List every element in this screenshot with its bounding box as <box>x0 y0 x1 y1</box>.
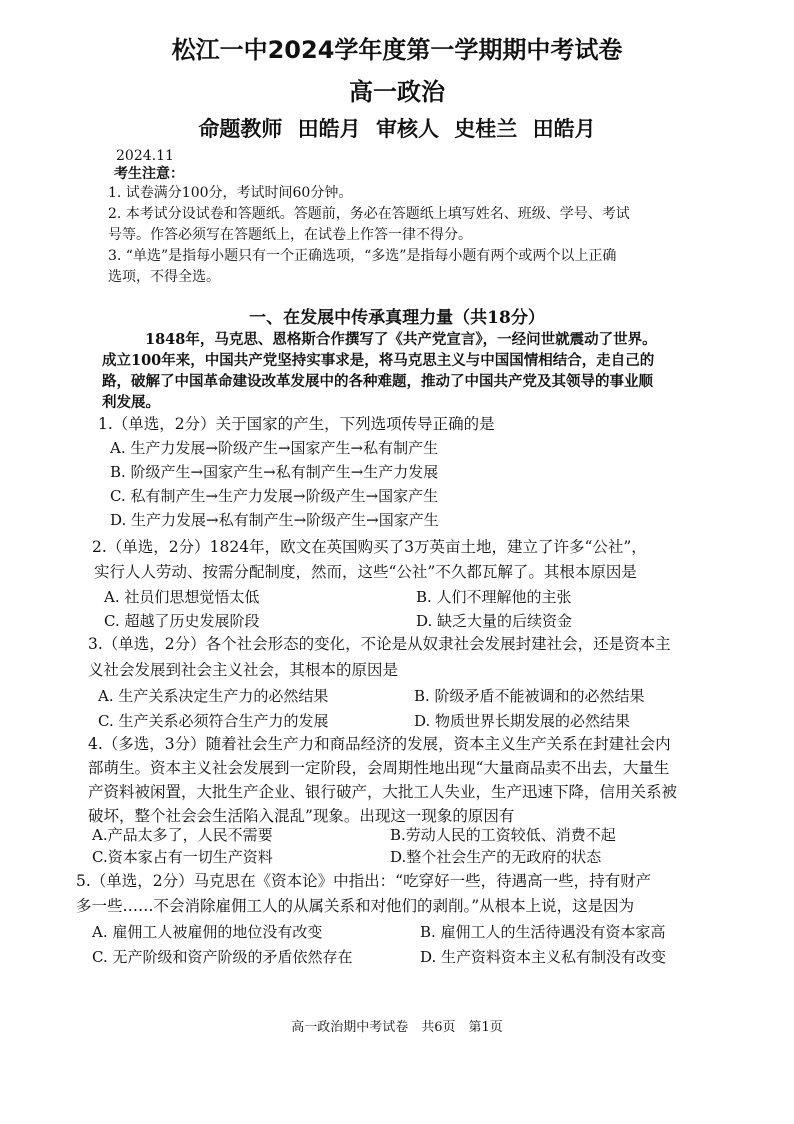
q4-stem-1: 4.（多选，3分）随着社会生产力和商品经济的发展，资本主义生产关系在封建社会内 <box>88 735 671 753</box>
notice-line-2b: 号等。作答必须写在答题纸上，在试卷上作答一律不得分。 <box>108 227 472 243</box>
notice-line-2a: 2. 本考试分设试卷和答题纸。答题前，务必在答题纸上填写姓名、班级、学号、考试 <box>108 206 630 222</box>
q2-option-d: D. 缺乏大量的后续资金 <box>416 612 573 630</box>
q1-option-b: B. 阶级产生→国家产生→私有制产生→生产力发展 <box>110 463 439 481</box>
q3-option-b: B. 阶级矛盾不能被调和的必然结果 <box>414 687 645 705</box>
q1-option-c: C. 私有制产生→生产力发展→阶级产生→国家产生 <box>110 487 439 505</box>
q1-option-a: A. 生产力发展→阶级产生→国家产生→私有制产生 <box>110 439 439 457</box>
exam-date: 2024.11 <box>116 148 174 164</box>
q4-stem-2: 部萌生。资本主义社会发展到一定阶段，会周期性地出现“大量商品卖不出去，大量生 <box>88 759 670 777</box>
notice-line-3b: 选项，不得全选。 <box>108 269 220 285</box>
q4-option-c: C.资本家占有一切生产资料 <box>92 848 273 866</box>
q4-option-b: B.劳动人民的工资较低、消费不起 <box>390 826 616 844</box>
q3-option-d: D. 物质世界长期发展的必然结果 <box>414 712 631 730</box>
notice-line-1: 1. 试卷满分100分，考试时间60分钟。 <box>108 185 353 201</box>
q4-stem-4: 破坏，整个社会会生活陷入混乱”现象。出现这一现象的原因有 <box>88 807 515 825</box>
q1-option-d: D. 生产力发展→私有制产生→阶级产生→国家产生 <box>110 511 439 529</box>
subject-title: 高一政治 <box>349 78 445 106</box>
q5-option-b: B. 雇佣工人的生活待遇没有资本家高 <box>420 923 666 941</box>
q5-stem-1: 5.（单选，2分）马克思在《资本论》中指出：“吃穿好一些，待遇高一些，持有财产 <box>76 872 652 890</box>
page-footer: 高一政治期中考试卷 共6页 第1页 <box>291 1020 503 1035</box>
q2-option-b: B. 人们不理解他的主张 <box>416 588 572 606</box>
q5-stem-2: 多一些……不会消除雇佣工人的从属关系和对他们的剥削。”从根本上说，这是因为 <box>76 897 635 915</box>
passage-line-3: 路，破解了中国革命建设改革发展中的各种难题，推动了中国共产党及其领导的事业顺 <box>102 373 653 390</box>
q3-option-a: A. 生产关系决定生产力的必然结果 <box>98 687 329 705</box>
q2-option-c: C. 超越了历史发展阶段 <box>104 612 260 630</box>
q5-option-d: D. 生产资料资本主义私有制没有改变 <box>420 948 667 966</box>
section-title: 一、在发展中传承真理力量（共18分） <box>249 308 545 328</box>
q4-option-d: D.整个社会生产的无政府的状态 <box>390 848 602 866</box>
passage-line-1: 1848年，马克思、恩格斯合作撰写了《共产党宣言》，一经问世就震动了世界。 <box>145 331 657 348</box>
q5-option-a: A. 雇佣工人被雇佣的地位没有改变 <box>92 923 323 941</box>
q3-option-c: C. 生产关系必须符合生产力的发展 <box>98 712 329 730</box>
q2-option-a: A. 社员们思想觉悟太低 <box>104 588 260 606</box>
authors-line: 命题教师 田皓月 审核人 史桂兰 田皓月 <box>198 117 596 141</box>
passage-line-2: 成立100年来，中国共产党坚持实事求是，将马克思主义与中国国情相结合，走自己的 <box>102 352 655 369</box>
q4-option-a: A.产品太多了，人民不需要 <box>92 826 273 844</box>
notice-line-3a: 3. “单选”是指每小题只有一个正确选项，“多选”是指每小题有两个或两个以上正确 <box>108 248 617 264</box>
passage-line-4: 利发展。 <box>102 394 160 411</box>
q2-stem-2: 实行人人劳动、按需分配制度，然而，这些“公社”不久都瓦解了。其根本原因是 <box>94 563 637 581</box>
q3-stem-1: 3.（单选，2分）各个社会形态的变化，不论是从奴隶社会发展封建社会，还是资本主 <box>88 635 671 653</box>
q2-stem-1: 2.（单选，2分）1824年，欧文在英国购买了3万英亩土地，建立了许多“公社”， <box>92 538 647 556</box>
q4-stem-3: 产资料被闲置，大批生产企业、银行破产，大批工人失业，生产迅速下降，信用关系被 <box>88 783 678 801</box>
q1-stem: 1.（单选，2分）关于国家的产生，下列选项传导正确的是 <box>98 415 495 433</box>
exam-title: 松江一中2024学年度第一学期期中考试卷 <box>171 36 623 64</box>
q5-option-c: C. 无产阶级和资产阶级的矛盾依然存在 <box>92 948 353 966</box>
q3-stem-2: 义社会发展到社会主义社会，其根本的原因是 <box>88 661 399 679</box>
notice-heading: 考生注意： <box>114 166 184 182</box>
